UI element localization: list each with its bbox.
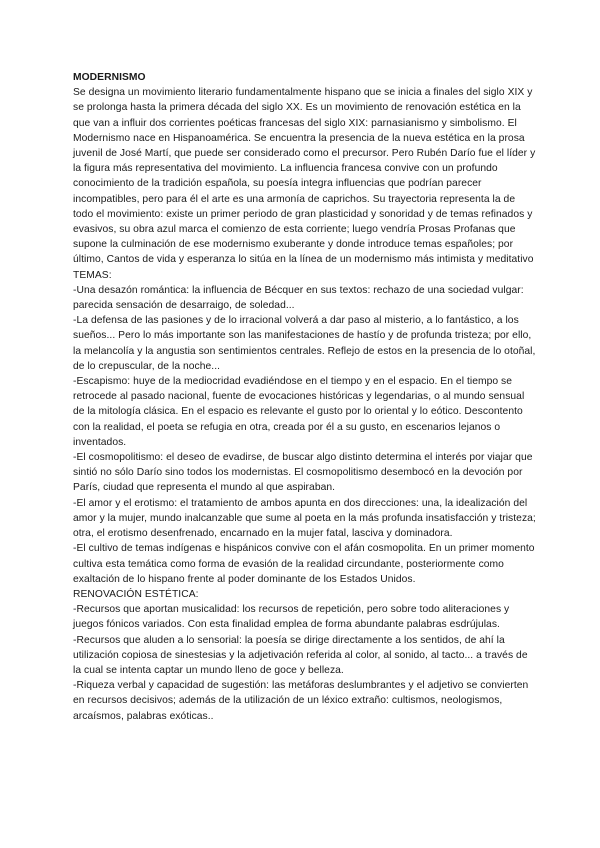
- tema-item: -El cosmopolitismo: el deseo de evadirse, de buscar algo distinto determina el interés por viajar que sintió no sólo Darío sino todos los modernistas. El cosmopolitismo desembocó en la devoción por París, ciudad que representa el mundo al que aspiraban.: [73, 452, 533, 494]
- renovacion-item: -Riqueza verbal y capacidad de sugestión: las metáforas deslumbrantes y el adjetivo se convierten en recursos decisivos; además de la utilización de un léxico extraño: cultismos, neologismos, arcaísmos, palabras exóticas..: [73, 680, 529, 722]
- renovacion-item: -Recursos que aportan musicalidad: los recursos de repetición, pero sobre todo aliteraciones y juegos fónicos variados. Con esta finalidad emplea de forma abundante palabras esdrújulas.: [73, 604, 510, 631]
- tema-item: -Escapismo: huye de la mediocridad evadiéndose en el tiempo y en el espacio. En el tiempo se retrocede al pasado nacional, fuente de evocaciones históricas y legendarias, o al mundo sensual de la mitología clásica. En el espacio es relevante el gusto por lo oriental y lo eótico. Descontento con la realidad, el poeta se refugia en otra, creada por él a su gusto, en escenarios lejanos o inventados.: [73, 376, 525, 448]
- intro-paragraph: Se designa un movimiento literario fundamentalmente hispano que se inicia a finales del siglo XIX y se prolonga hasta la primera década del siglo XX. Es un movimiento de renovación estética en la que van a influir dos corrientes poéticas francesas del siglo XIX: parnasianismo y simbolismo. El Modernismo nace en Hispanoamérica. Se encuentra la presencia de la nueva estética en la prosa juvenil de José Martí, que puede ser considerado como el precursor. Pero Rubén Darío fue el líder y la figura más representativa del movimiento. La influencia francesa convive con un profundo conocimiento de la tradición española, su poesía integra influencias que podrían parecer incompatibles, pero para él el arte es una armonía de caprichos. Su trayectoria representa la de todo el movimiento: existe un primer periodo de gran plasticidad y sonoridad y de temas refinados y evasivos, su obra azul marca el comienzo de esta corriente; luego vendría Prosas Profanas que supone la culminación de ese modernismo exuberante y donde introduce temas españoles; por último, Cantos de vida y esperanza lo sitúa en la línea de un modernismo más intimista y meditativo: [73, 87, 536, 266]
- tema-item: -Una desazón romántica: la influencia de Bécquer en sus textos: rechazo de una sociedad vulgar: parecida sensación de desarraigo, de soledad...: [73, 284, 524, 312]
- renovacion-item: -Recursos que aluden a lo sensorial: la poesía se dirige directamente a los sentidos, de ahí la utilización copiosa de sinestesias y la adjetivación referida al color, al sonido, al tacto... a través de la cual se intenta captar un mundo lleno de goce y belleza.: [73, 634, 528, 676]
- temas-heading: TEMAS:: [73, 269, 112, 281]
- tema-item: -El cultivo de temas indígenas e hispánicos convive con el afán cosmopolita. En un primer momento cultiva esta temática como forma de evasión de la realidad circundante, posteriormente como exaltación de lo hispano frente al poder dominante de los Estados Unidos.: [73, 543, 535, 585]
- tema-item: -El amor y el erotismo: el tratamiento de ambos apunta en dos direcciones: una, la idealización del amor y la mujer, mundo inalcanzable que sume al poeta en la más profunda insatisfacción y tristeza; otra, el erotismo desenfrenado, encarnado en la mujer fatal, lasciva y dominadora.: [73, 497, 536, 540]
- renovacion-heading: RENOVACIÓN ESTÉTICA:: [73, 588, 199, 600]
- tema-item: -La defensa de las pasiones y de lo irracional volverá a dar paso al misterio, a lo fantástico, a los sueños... Pero lo más importante son las manifestaciones de hastío y de profunda tristeza; por ello, la melancolía y la angustia son sentimientos centrales. Reflejo de estos en la presencia de lo otoñal, de lo crepuscular, de la noche...: [73, 315, 536, 372]
- document-page: [73, 70, 537, 724]
- document-title: MODERNISMO: [73, 72, 146, 83]
